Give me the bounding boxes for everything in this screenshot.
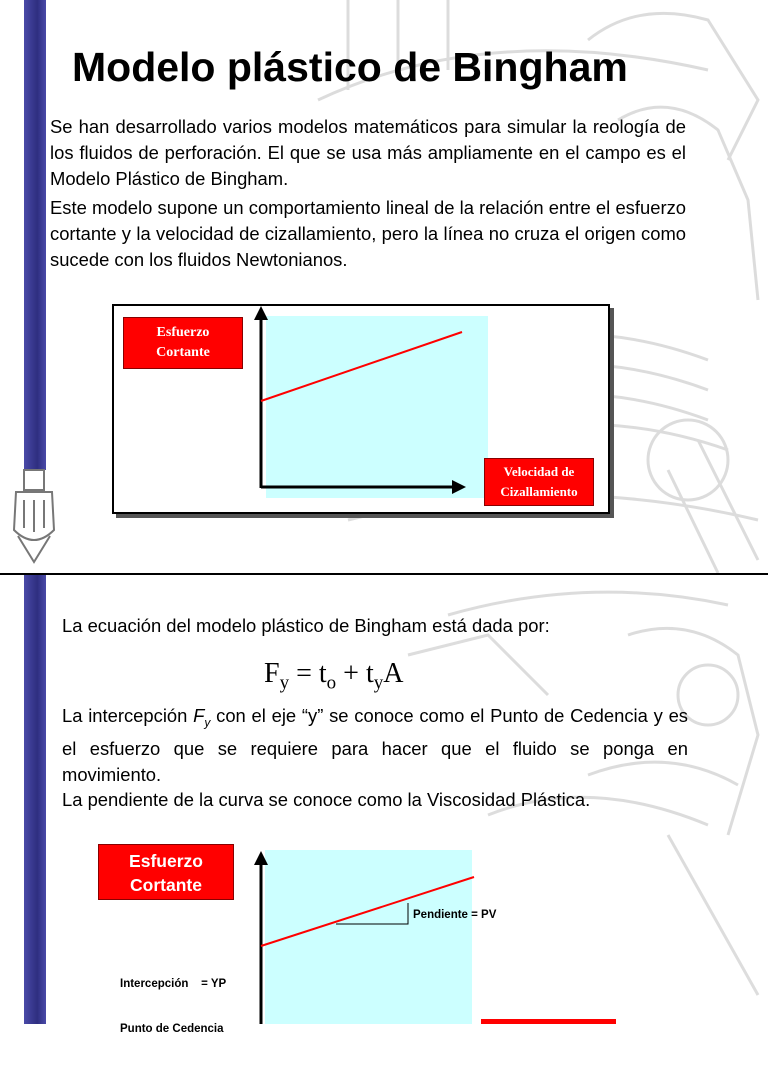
bingham-chart-1	[112, 304, 610, 514]
bingham-equation: $F_y = t_o + t_yA$	[264, 658, 404, 694]
slope-label: Pendiente = PV	[413, 909, 497, 921]
y-axis-arrow	[254, 306, 268, 320]
slide-2	[0, 575, 768, 1035]
yield-point-paragraph: La intercepción $F_y$ con el eje “y” se conoce como el Punto de Cedencia y es el esfuerzo que se requiere para hacer que el fluido se ponga en movimiento.	[62, 705, 688, 785]
x-axis-label: Velocidad de Cizallamiento	[484, 458, 594, 506]
bottom-red-block	[481, 1019, 616, 1024]
intro-paragraph: Se han desarrollado varios modelos matemáticos para simular la reología de los fluidos de perforación. El que se usa más ampliamente en el campo es el Modelo Plástico de Bingham.	[50, 116, 686, 189]
slide-title: Modelo plástico de Bingham	[72, 44, 628, 90]
chart-2-svg	[0, 575, 768, 1024]
plot-area	[266, 316, 488, 498]
y-axis-label: Esfuerzo Cortante	[123, 317, 243, 369]
assumption-paragraph: Este modelo supone un comportamiento lineal de la relación entre el esfuerzo cortante y la velocidad de cizallamiento, pero la línea no cruza el origen como sucede con los fluidos Newtonianos.	[50, 197, 686, 270]
drill-bit-icon	[10, 470, 58, 570]
plot-area-2	[265, 850, 472, 1024]
y-axis-label-2: Esfuerzo Cortante	[98, 844, 234, 900]
accent-bar	[24, 0, 46, 470]
plastic-viscosity-paragraph: La pendiente de la curva se conoce como la Viscosidad Plástica.	[62, 789, 591, 810]
equation-intro: La ecuación del modelo plástico de Bingham está dada por:	[62, 615, 550, 636]
intercept-label: Intercepción = YP Punto de Cedencia	[120, 978, 227, 1035]
